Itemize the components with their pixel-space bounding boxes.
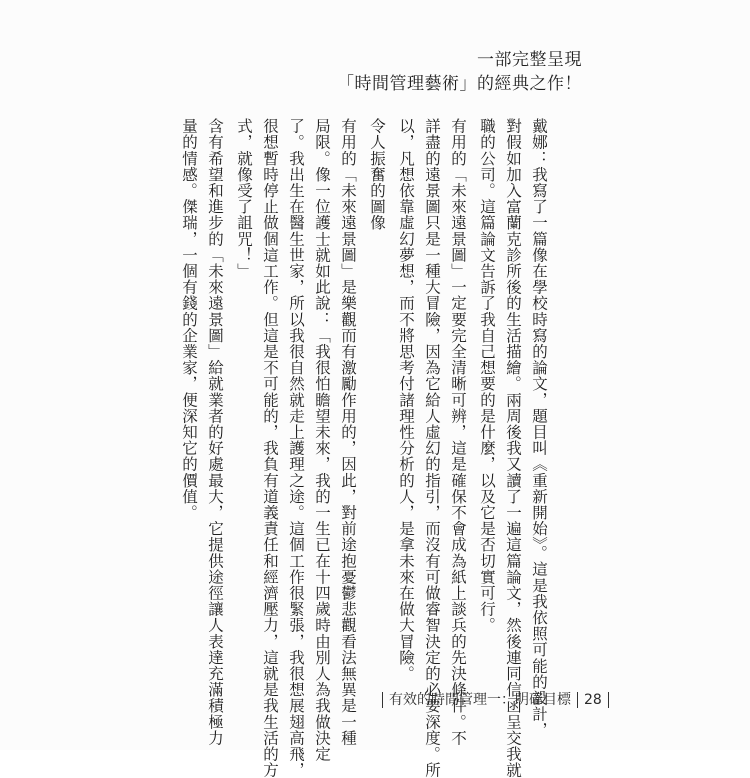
header-line-1: 一部完整呈現 (477, 50, 582, 70)
text-column: 職的公司。這篇論文告訴了我自己想要的是什麼，以及它是否切實可行。 (478, 118, 496, 634)
footer-divider (608, 692, 609, 708)
text-column: 局限。像一位護士就如此說：「我很怕瞻望未來，我的一生已在十四歲時由別人為我做決定 (313, 118, 331, 762)
footer-book-title: 有效的時間管理一：明確目標 (389, 692, 571, 708)
page-number: 28 (584, 692, 602, 708)
text-column: 對假如加入富蘭克診所後的生活描繪。兩周後我又讀了一遍這篇論文，然後連同信函呈交我就 (504, 118, 522, 778)
text-column: 式，就像受了詛咒！」 (235, 118, 253, 279)
text-column: 詳盡的遠景圖只是一種大冒險，因為它給人虛幻的指引，而沒有可做睿智決定的必要深度。所 (423, 118, 441, 778)
page-footer (382, 689, 602, 711)
text-column: 有用的「未來遠景圖」是樂觀而有激勵作用的，因此，對前途抱憂鬱悲觀看法無異是一種 (339, 118, 357, 746)
page-header (337, 48, 582, 96)
footer-divider (577, 692, 578, 708)
text-column: 戴娜：我寫了一篇像在學校時寫的論文，題目叫《重新開始》。這是我依照可能的設計， (530, 118, 548, 739)
header-line-2: 「時間管理藝術」的經典之作！ (337, 74, 582, 94)
text-column: 量的情感。傑瑞，一個有錢的企業家，便深知它的價值。 (180, 118, 198, 521)
text-column: 了。我出生在醫生世家，所以我很自然就走上護理之途。這個工作很緊張，我很想展翅高飛， (287, 118, 305, 778)
text-column: 有用的「未來遠景圖」一定要完全清晰可辨，這是確保不會成為紙上談兵的先決條件。不 (449, 118, 467, 746)
text-column: 含有希望和進步的「未來遠景圖」給就業者的好處最大，它提供途徑讓人表達充滿積極力 (206, 118, 224, 746)
section-heading: 令人振奮的圖像 (368, 118, 386, 231)
footer-divider (382, 692, 383, 708)
text-column: 以，凡想依靠虛幻夢想，而不將思考付諸理性分析的人，是拿未來在做大冒險。 (397, 118, 415, 682)
text-column: 很想暫時停止做個這工作。但這是不可能的，我負有道義責任和經濟壓力，這就是我生活的方 (261, 118, 279, 778)
